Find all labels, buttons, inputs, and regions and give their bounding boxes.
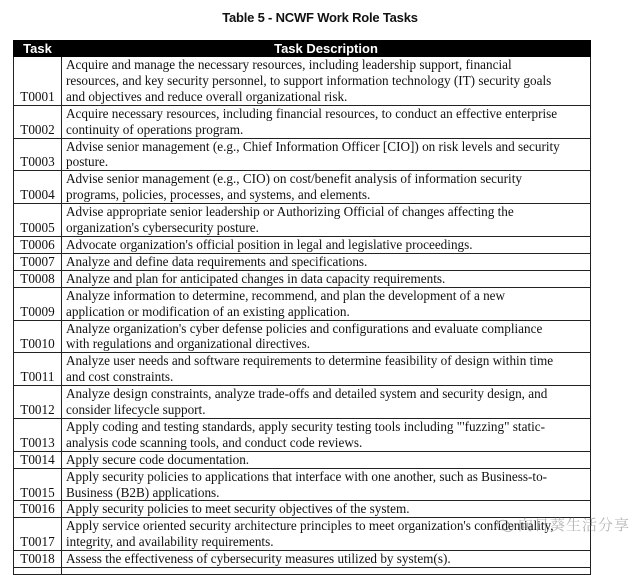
task-description-line: analysis code scanning tools, and conduct code reviews.	[66, 434, 363, 450]
task-description	[62, 418, 591, 451]
task-description-line: Acquire necessary resources, including financial resources, to conduct an effective enterprise	[66, 105, 558, 121]
task-description	[62, 568, 591, 575]
task-description-line: application or modification of an existing application.	[66, 303, 350, 319]
table-row	[14, 320, 591, 353]
task-description-line: consider lifecycle support.	[66, 402, 206, 418]
task-description	[62, 105, 591, 138]
work-role-tasks-table	[13, 40, 591, 575]
task-description-line: with regulations and organizational directives.	[66, 336, 311, 352]
table-row-cutoff	[14, 568, 591, 575]
table-row	[14, 353, 591, 386]
task-description-line: Analyze user needs and software requirements to determine feasibility of design within time	[66, 353, 554, 369]
task-description-line: Analyze information to determine, recommend, and plan the development of a new	[66, 287, 506, 303]
task-description	[62, 57, 591, 106]
task-description	[62, 270, 591, 287]
task-description-line: integrity, and availability requirements.	[66, 534, 274, 550]
wechat-icon	[496, 519, 514, 533]
task-id: T0015	[14, 468, 62, 501]
task-description-line: Advocate organization's official position in legal and legislative proceedings.	[66, 236, 473, 252]
task-description-line: and objectives and reduce overall organizational risk.	[66, 88, 348, 104]
task-id: T0012	[14, 386, 62, 419]
task-description-line: Apply coding and testing standards, apply security testing tools including "'fuzzing" static-	[66, 418, 546, 434]
column-header-task: Task	[14, 41, 62, 57]
watermark	[496, 514, 630, 535]
task-id: T0016	[14, 501, 62, 518]
table-header-row	[14, 41, 591, 57]
task-description	[62, 320, 591, 353]
task-description-line: Advise senior management (e.g., CIO) on cost/benefit analysis of information security	[66, 171, 522, 187]
task-id: T0013	[14, 418, 62, 451]
table-row	[14, 138, 591, 171]
watermark-text: 向日葵生活分享	[518, 516, 631, 534]
task-id: T0005	[14, 204, 62, 237]
table-row	[14, 57, 591, 106]
task-id: T0018	[14, 551, 62, 568]
task-description	[62, 451, 591, 468]
task-description-line: posture.	[66, 154, 109, 170]
task-description	[62, 171, 591, 204]
task-id: T0014	[14, 451, 62, 468]
task-id: T0006	[14, 236, 62, 253]
task-id: T0004	[14, 171, 62, 204]
task-description-line: Analyze and plan for anticipated changes in data capacity requirements.	[66, 270, 446, 286]
task-description	[62, 253, 591, 270]
task-description	[62, 204, 591, 237]
task-description-line: organization's cybersecurity posture.	[66, 220, 259, 236]
table-row	[14, 451, 591, 468]
task-description-line: Assess the effectiveness of cybersecurity measures utilized by system(s).	[66, 551, 451, 567]
task-description	[62, 386, 591, 419]
task-id: T0002	[14, 105, 62, 138]
task-description	[62, 353, 591, 386]
task-description	[62, 287, 591, 320]
task-id: T0017	[14, 518, 62, 551]
task-description	[62, 468, 591, 501]
task-description-line: Apply secure code documentation.	[66, 451, 250, 467]
task-description-line: Analyze and define data requirements and specifications.	[66, 253, 368, 269]
table-row	[14, 468, 591, 501]
task-description-line: Advise appropriate senior leadership or Authorizing Official of changes affecting the	[66, 204, 514, 220]
task-description-line: Analyze organization's cyber defense policies and configurations and evaluate compliance	[66, 320, 543, 336]
table-row	[14, 204, 591, 237]
table-row	[14, 236, 591, 253]
task-description-line: programs, policies, processes, and systems, and elements.	[66, 187, 371, 203]
table-row	[14, 105, 591, 138]
task-description-line: Apply security policies to meet security objectives of the system.	[66, 501, 410, 517]
task-description-line: Business (B2B) applications.	[66, 484, 220, 500]
task-id: T0007	[14, 253, 62, 270]
task-id: T0010	[14, 320, 62, 353]
table-row	[14, 551, 591, 568]
task-id: T0003	[14, 138, 62, 171]
task-description-line: Apply service oriented security architecture principles to meet organization's confidentiality,	[66, 518, 554, 534]
task-description	[62, 551, 591, 568]
task-description-line: resources, and key security personnel, to support information technology (IT) security goals	[66, 72, 552, 88]
task-description-line: Advise senior management (e.g., Chief Information Officer [CIO]) on risk levels and security	[66, 138, 560, 154]
table-title: Table 5 - NCWF Work Role Tasks	[222, 10, 418, 25]
task-description-line: Apply security policies to applications that interface with one another, such as Business-to-	[66, 468, 548, 484]
task-description-line: Analyze design constraints, analyze trade-offs and detailed system and security design, and	[66, 386, 548, 402]
task-description-line: and cost constraints.	[66, 369, 174, 385]
task-id	[14, 568, 62, 575]
task-description	[62, 138, 591, 171]
column-header-task-description: Task Description	[62, 41, 591, 57]
table-row	[14, 270, 591, 287]
table-row	[14, 171, 591, 204]
task-description-line: Acquire and manage the necessary resources, including leadership support, financial	[66, 57, 512, 72]
task-id: T0011	[14, 353, 62, 386]
table-row	[14, 253, 591, 270]
task-description-line: continuity of operations program.	[66, 121, 244, 137]
task-id: T0008	[14, 270, 62, 287]
table-row	[14, 418, 591, 451]
task-id: T0001	[14, 57, 62, 106]
task-id: T0009	[14, 287, 62, 320]
task-description	[62, 236, 591, 253]
table-row	[14, 287, 591, 320]
table-row	[14, 386, 591, 419]
